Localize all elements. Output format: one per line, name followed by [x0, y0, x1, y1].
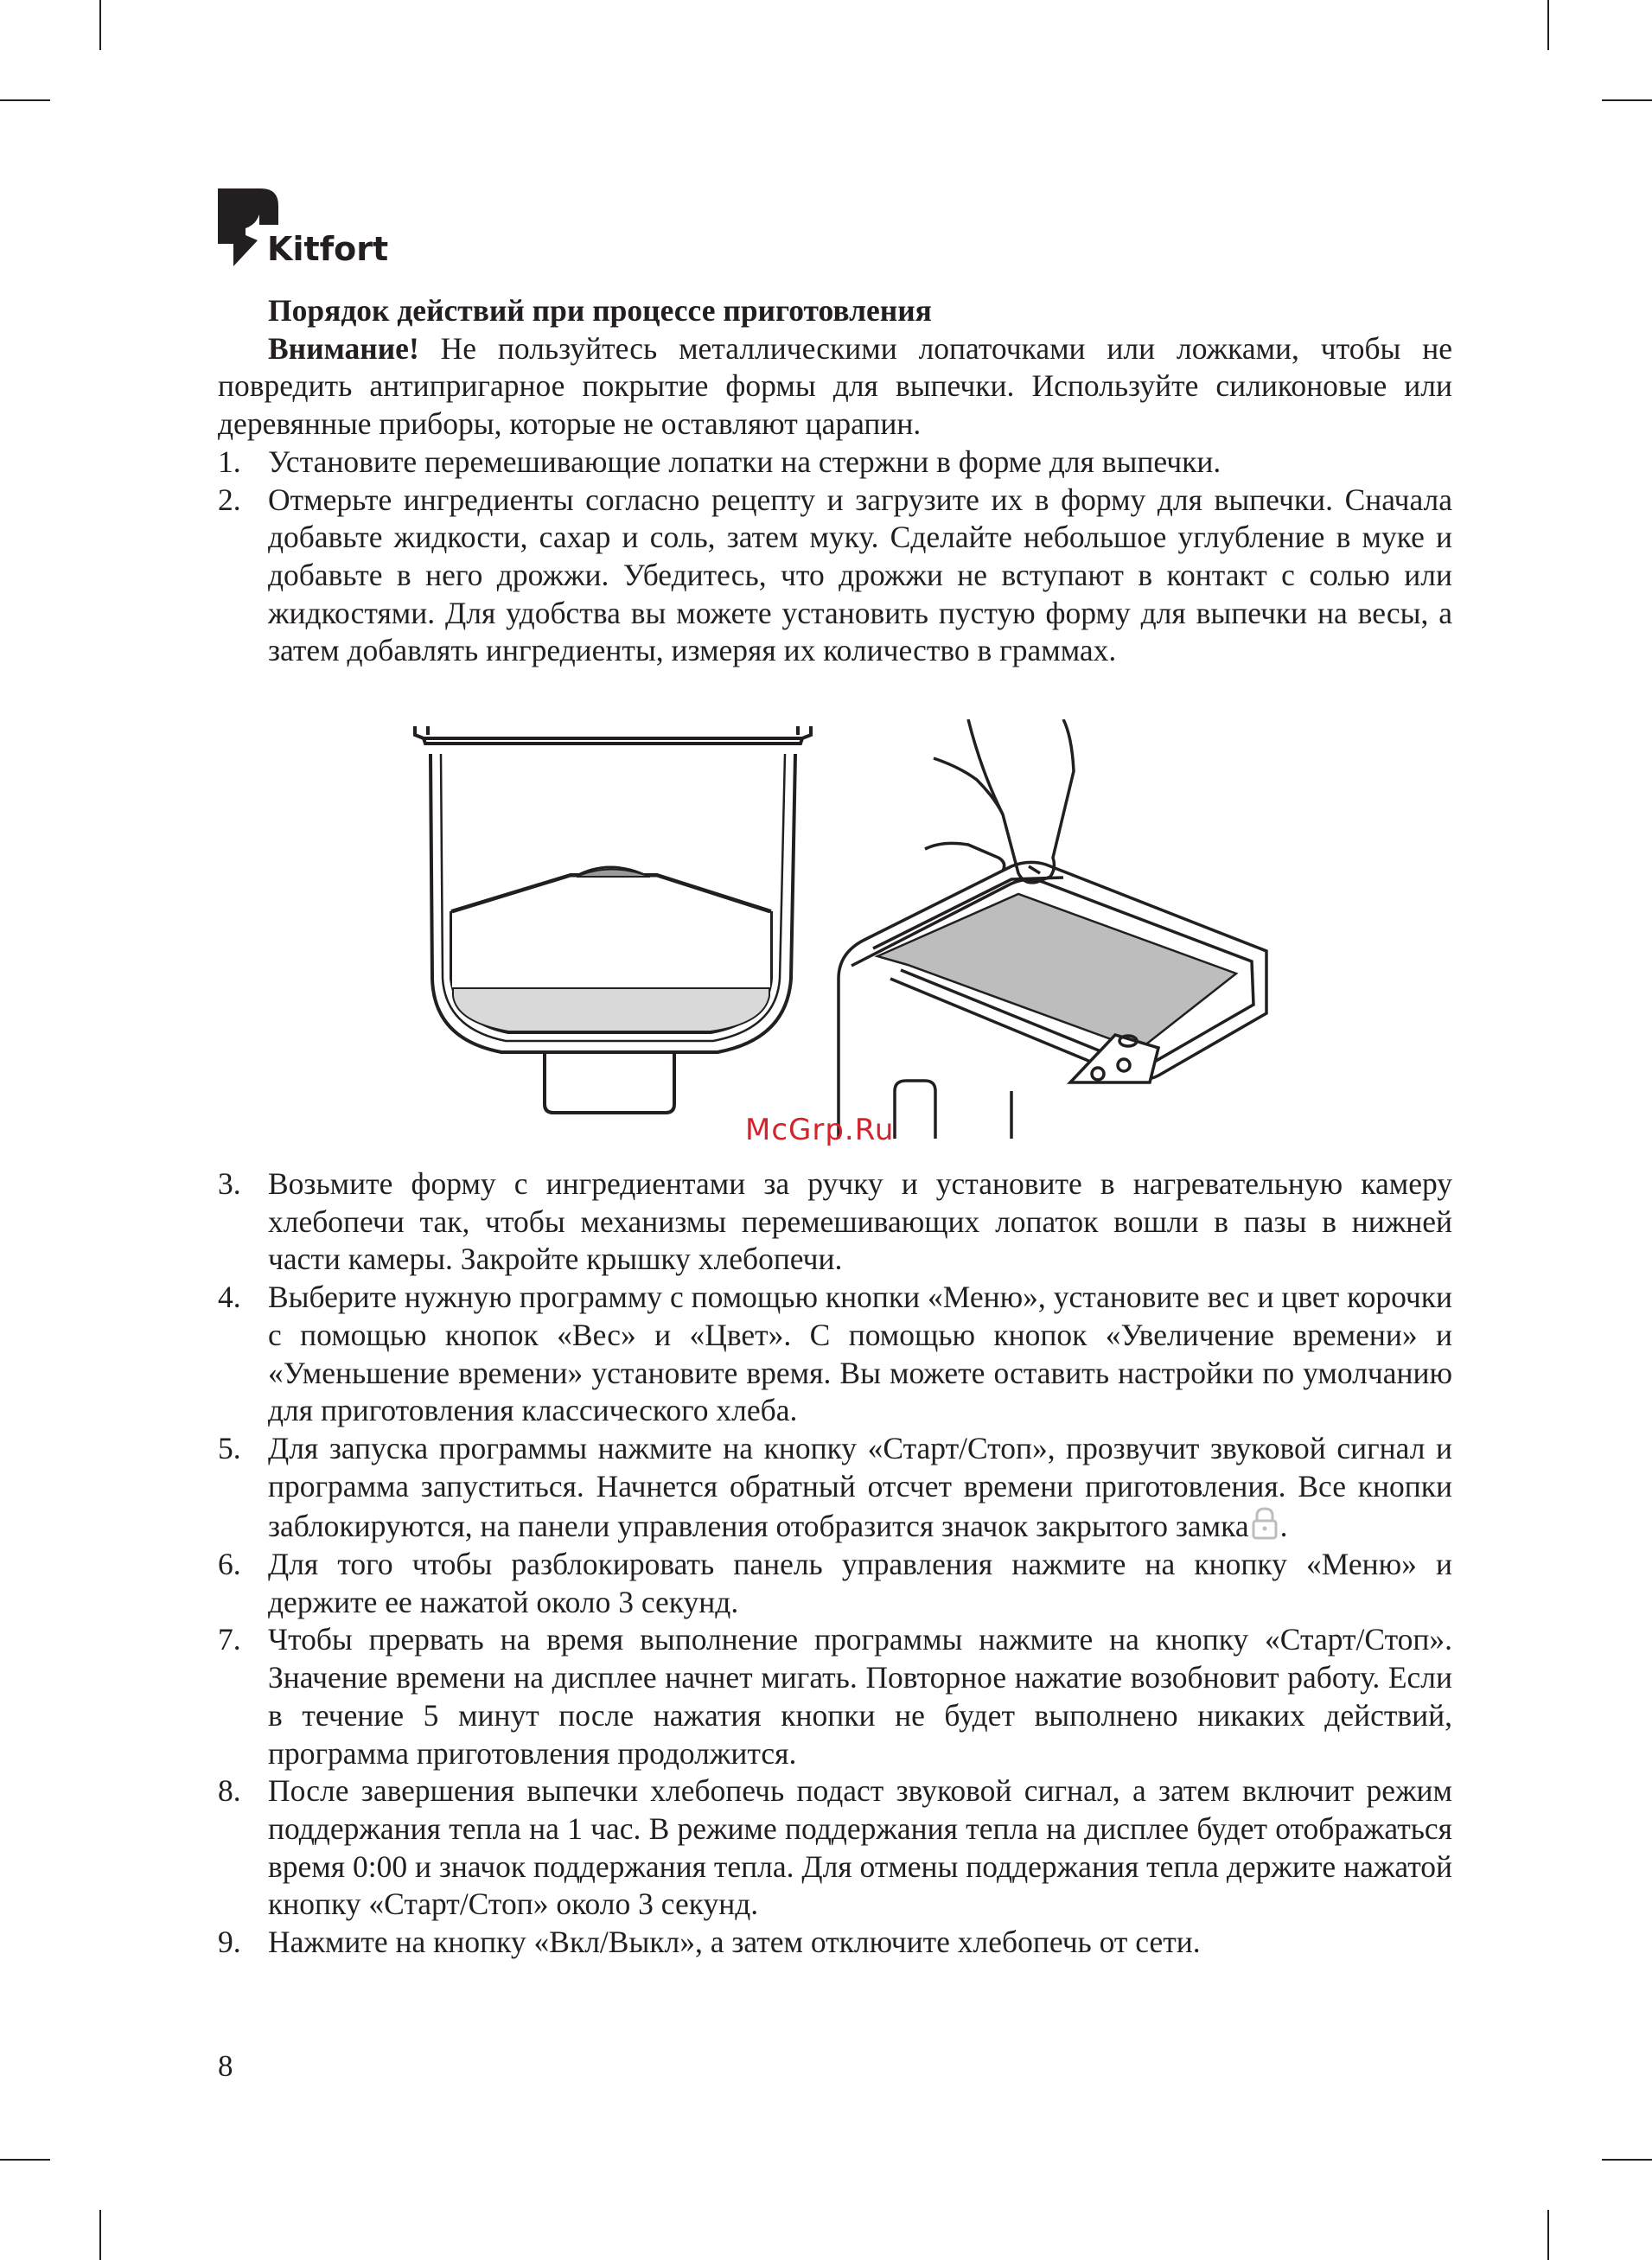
step-text: После завершения выпечки хлебопечь подаст звуковой сигнал, а затем включит режим поддержания тепла на 1 час. В режиме поддержания тепла на дисплее будет отображаться время 0:00 и значок поддержания тепла. Для отмены поддержания тепла держите нажатой кнопку «Старт/Стоп» около 3 секунд. [268, 1773, 1452, 1922]
step-number: 3. [218, 1166, 241, 1201]
step-number: 4. [218, 1280, 241, 1315]
steps-list [218, 1165, 1452, 1962]
list-item [218, 1430, 1452, 1546]
list-item [218, 1772, 1452, 1924]
step-text: Для запуска программы нажмите на кнопку «Старт/Стоп», прозвучит звуковой сигнал и программа запуститься. Начнется обратный отсчет времени приготовления. Все кнопки заблокируются, на панели управления отобразится значок закрытого замка [268, 1430, 1452, 1544]
list-item [218, 1279, 1452, 1430]
step-tail: . [1279, 1509, 1288, 1544]
list-item [218, 1165, 1452, 1279]
crop-mark [0, 2159, 50, 2161]
crop-mark [1602, 2159, 1652, 2161]
flour-layer [452, 876, 770, 987]
warning-label: Внимание! [268, 330, 419, 366]
step-number: 5. [218, 1430, 241, 1465]
crop-mark [1547, 0, 1549, 50]
page-number: 8 [218, 2049, 233, 2083]
step-text: Нажмите на кнопку «Вкл/Выкл», а затем отключите хлебопечь от сети. [268, 1925, 1201, 1960]
warning-text: Не пользуйтесь металлическими лопаточками или ложками, чтобы не повредить антипригарное покрытие формы для выпечки. Используйте силиконовые или деревянные приборы, которые не оставляют царапин. [218, 330, 1452, 442]
section-heading: Порядок действий при процессе приготовления [268, 293, 932, 328]
warning-paragraph [218, 330, 1452, 444]
list-item [218, 1924, 1452, 1962]
step-text: Выберите нужную программу с помощью кнопки «Меню», установите вес и цвет корочки с помощью кнопок «Вес» и «Цвет». С помощью кнопок «Увеличение времени» и «Уменьшение времени» установите время. Вы можете оставить настройки по умолчанию для приготовления классического хлеба. [268, 1280, 1452, 1428]
step-text: Для того чтобы разблокировать панель управления нажмите на кнопку «Меню» и держите ее нажатой около 3 секунд. [268, 1547, 1452, 1619]
list-item [218, 1546, 1452, 1621]
liquid-layer [453, 988, 769, 1031]
list-item [218, 1621, 1452, 1772]
hand-in-flour-icon [839, 719, 1266, 1139]
crop-mark [0, 99, 50, 101]
step-number: 6. [218, 1547, 241, 1582]
step-number: 1. [218, 444, 241, 479]
intro-text [218, 292, 1452, 670]
step-number: 9. [218, 1925, 241, 1960]
brand-name: Kitfort [267, 230, 389, 268]
step-text: Чтобы прервать на время выполнение программы нажмите на кнопку «Старт/Стоп». Значение времени на дисплее начнет мигать. Повторное нажатие возобновит работу. Если в течение 5 минут после нажатия кнопки не будет выполнено никаких действий, программа приготовления продолжится. [268, 1622, 1452, 1771]
list-item [218, 444, 1452, 482]
lock-icon [1249, 1505, 1280, 1542]
watermark: McGrp.Ru [745, 1113, 895, 1147]
step-text: Установите перемешивающие лопатки на стержни в форме для выпечки. [268, 444, 1221, 479]
list-item [218, 482, 1452, 671]
crop-mark [1547, 2210, 1549, 2260]
step-text: Возьмите форму с ингредиентами за ручку и установите в нагревательную камеру хлебопечи так, чтобы механизмы перемешивающих лопаток вошли в пазы в нижней части камеры. Закройте крышку хлебопечи. [268, 1166, 1452, 1277]
crop-mark [1602, 99, 1652, 101]
step-number: 8. [218, 1773, 241, 1809]
step-number: 7. [218, 1622, 241, 1657]
crop-mark [99, 0, 101, 50]
step-number: 2. [218, 482, 241, 517]
crop-mark [99, 2210, 101, 2260]
step-text: Отмерьте ингредиенты согласно рецепту и загрузите их в форму для выпечки. Сначала добавьте жидкости, сахар и соль, затем муку. Сделайте небольшое углубление в муке и добавьте в него дрожжи. Убедитесь, что дрожжи не вступают в контакт с солью или жидкостями. Для удобства вы можете установить пустую форму для выпечки на весы, а затем добавлять ингредиенты, измеряя их количество в граммах. [268, 482, 1452, 668]
bread-pan-illustration [406, 719, 1279, 1139]
